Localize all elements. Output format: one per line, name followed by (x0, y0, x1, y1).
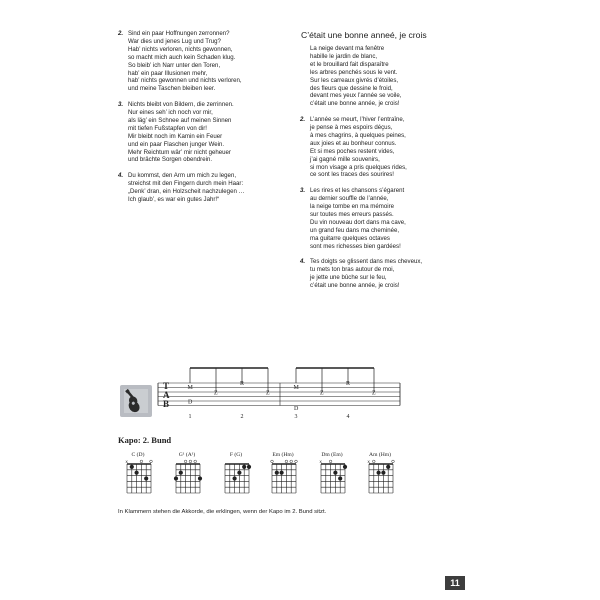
chord-name: F (G) (229, 452, 243, 458)
tab-note: Z (266, 390, 270, 397)
verse (118, 172, 288, 204)
tab-measure-2-notes (294, 381, 377, 412)
lyric-line: à mes chagrins, à quelques peines, (310, 131, 406, 139)
lyric-line: Hab’ nichts verloren, nichts gewonnen, (128, 45, 233, 53)
verse (118, 30, 288, 93)
chord-name: C (D) (131, 452, 145, 458)
finger-dot (179, 471, 183, 475)
lyric-line: „Denk’ dran, ein Holzscheit nachzulegen … (128, 188, 245, 196)
open-string-marker (194, 460, 197, 463)
open-string-marker (150, 460, 153, 463)
verse-number: 2. (118, 30, 124, 37)
tab-note: Z (214, 390, 218, 397)
chord-grid (216, 459, 256, 499)
open-string-marker (329, 460, 332, 463)
chord-name: Em (Hm) (272, 452, 294, 458)
lyric-line: So bleib’ ich Narr unter den Toren, (128, 61, 221, 69)
lyric-line: Les rires et les chansons s’égarent (310, 187, 405, 195)
lyric-line: Sind ein paar Hoffnungen zerronnen? (128, 30, 230, 37)
chord-grid (360, 459, 400, 499)
lyric-line: et le brouillard fait disparaître (310, 60, 389, 68)
lyric-line: hab’ ein paar Illusionen mehr, (128, 69, 208, 77)
lyric-line: Et si mes poches restent vides, (310, 147, 395, 155)
finger-dot (275, 471, 279, 475)
lyric-line: sont mes richesses bien gardées! (310, 242, 401, 250)
lyric-line: si mon visage a pris quelques rides, (310, 163, 407, 171)
open-string-marker (295, 460, 298, 463)
lyric-line: tu mets ton bras autour de moi, (310, 266, 395, 274)
lyric-line: Ich glaub’, es war ein gutes Jahr!“ (128, 196, 220, 203)
lyric-line: Nichts bleibt von Bildern, die zerrinnen. (128, 101, 234, 109)
finger-dot (247, 465, 251, 469)
chord-grid (263, 459, 303, 499)
tab-stems (187, 368, 374, 392)
tab-note: Z (372, 390, 376, 397)
finger-dot (343, 465, 347, 469)
finger-dot (242, 465, 246, 469)
lyric-line: und ein paar Flaschen junger Wein. (128, 140, 225, 148)
open-string-marker (271, 460, 274, 463)
finger-dot (333, 471, 337, 475)
page-number: 11 (445, 576, 465, 590)
verse-number: 4. (118, 172, 124, 180)
verse (300, 116, 470, 179)
finger-dot (280, 471, 284, 475)
footnote: In Klammern stehen die Akkorde, die erklingen, wenn der Kapo im 2. Bund sitzt. (118, 509, 327, 515)
lyric-line: mit tiefen Fußstapfen von dir! (128, 124, 207, 132)
tab-clef-b: B (163, 399, 170, 409)
tab-note: R (240, 381, 245, 387)
verse (300, 187, 470, 250)
chord-grid (312, 459, 352, 499)
muted-string-marker: x (367, 459, 370, 464)
lyric-line: devant mes yeux l’année se voile, (310, 92, 402, 100)
verse (300, 45, 470, 108)
lyric-line: L’année se meurt, l’hiver l’entraîne, (310, 116, 405, 124)
beat-number: 2 (240, 414, 244, 420)
lyric-line: au dernier souffle de l’année, (310, 195, 389, 203)
lyric-line: c’était une bonne année, je crois! (310, 282, 400, 290)
lyric-line: und meine Taschen bleiben leer. (128, 85, 216, 93)
verse-number: 4. (300, 258, 306, 266)
lyric-line: Du vin nouveau dort dans ma cave, (310, 218, 406, 226)
open-string-marker (290, 460, 293, 463)
verse-number: 2. (300, 116, 306, 124)
lyric-line: sur toutes mes erreurs passés. (310, 211, 394, 218)
open-string-marker (285, 460, 288, 463)
lyric-line: streichst mit den Fingern durch mein Haar: (128, 180, 244, 188)
lyric-line: j’ai gagné mille souvenirs, (310, 155, 380, 163)
lyric-line: hab’ nichts gewonnen und nichts verloren, (128, 77, 242, 85)
german-lyrics-column (118, 30, 288, 212)
beat-number: 4 (346, 414, 350, 420)
finger-dot (377, 471, 381, 475)
chord-name: G¹ (A¹) (178, 452, 196, 458)
finger-dot (130, 465, 134, 469)
kapo-label: Kapo: 2. Bund (118, 435, 172, 445)
lyric-line: ma guitarre quelques octaves (310, 234, 390, 242)
lyric-line: Sur les carreaux givrés d’étoiles, (310, 76, 399, 84)
tab-note: M (293, 385, 299, 391)
tab-note: Z (320, 390, 324, 397)
finger-dot (381, 471, 385, 475)
lyric-line: War dies und jenes Lug und Trug? (128, 37, 221, 45)
lyric-line: je jette une bûche sur le feu, (310, 274, 387, 282)
finger-dot (174, 476, 178, 480)
lyric-line: ce sont les traces des sourires! (310, 171, 394, 179)
verse (118, 101, 288, 164)
finger-dot (237, 471, 241, 475)
tab-staff (158, 383, 400, 406)
tab-bass-note: D (294, 406, 299, 412)
finger-dot (386, 465, 390, 469)
lyric-line: des fleurs que dessine le froid, (310, 84, 393, 92)
chord-grid (167, 459, 207, 499)
finger-dot (135, 471, 139, 475)
verse-number: 3. (118, 101, 124, 109)
lyric-line: les arbres penchés sous le vent. (310, 68, 398, 76)
lyric-line: Nur eines seh’ ich noch vor mir, (128, 109, 213, 117)
tab-beat-numbers (189, 414, 350, 420)
muted-string-marker: x (125, 459, 128, 464)
lyric-line: la neige tombe en ma mémoire (310, 203, 395, 211)
lyric-line: und brächte Sorgen obendrein. (128, 156, 213, 164)
tab-measure-1-notes (188, 381, 271, 406)
verse-number: 3. (300, 187, 306, 195)
french-lyrics-column (300, 30, 470, 298)
verse (300, 258, 470, 290)
lyric-line: c’était une bonne année, je crois! (310, 100, 400, 108)
song-title: C’était une bonne anneé, je crois (301, 30, 427, 40)
lyric-line: un grand feu dans ma cheminée, (310, 226, 400, 234)
open-string-marker (184, 460, 187, 463)
tab-bass-note: D (188, 399, 193, 406)
beat-number: 1 (188, 414, 192, 420)
lyric-line: habille le jardin de blanc, (310, 52, 378, 60)
guitar-icon (120, 385, 152, 417)
lyric-line: Tes doigts se glissent dans mes cheveux, (310, 258, 423, 266)
chord-grid (118, 459, 158, 499)
lyric-line: aux joies et au bonheur connus. (310, 139, 397, 147)
finger-dot (198, 476, 202, 480)
lyric-line: als läg’ ein Schnee auf meinen Sinnen (128, 116, 232, 124)
chord-name: Dm (Em) (321, 452, 343, 458)
finger-dot (144, 476, 148, 480)
open-string-marker (189, 460, 192, 463)
lyric-line: so macht mich auch kein Schaden klug. (128, 53, 236, 61)
finger-dot (338, 476, 342, 480)
muted-string-marker: x (319, 459, 322, 464)
finger-dot (233, 476, 237, 480)
chord-name: Am (Hm) (369, 452, 391, 458)
open-string-marker (392, 460, 395, 463)
lyric-line: Mehr Reichtum wär’ mir nicht geheuer (128, 148, 231, 156)
tab-clef-a: A (163, 390, 170, 400)
open-string-marker (373, 460, 376, 463)
lyric-line: La neige devant ma fenêtre (310, 45, 385, 52)
tab-note: M (187, 385, 193, 391)
lyric-line: je pense à mes espoirs déçus, (310, 124, 393, 132)
tab-clef-t: T (163, 381, 170, 391)
beat-number: 3 (294, 414, 298, 420)
open-string-marker (140, 460, 143, 463)
tab-note: R (346, 381, 351, 387)
lyric-line: Du kommst, den Arm um mich zu legen, (128, 172, 237, 180)
lyric-line: Mir bleibt noch im Kamin ein Feuer (128, 132, 223, 140)
